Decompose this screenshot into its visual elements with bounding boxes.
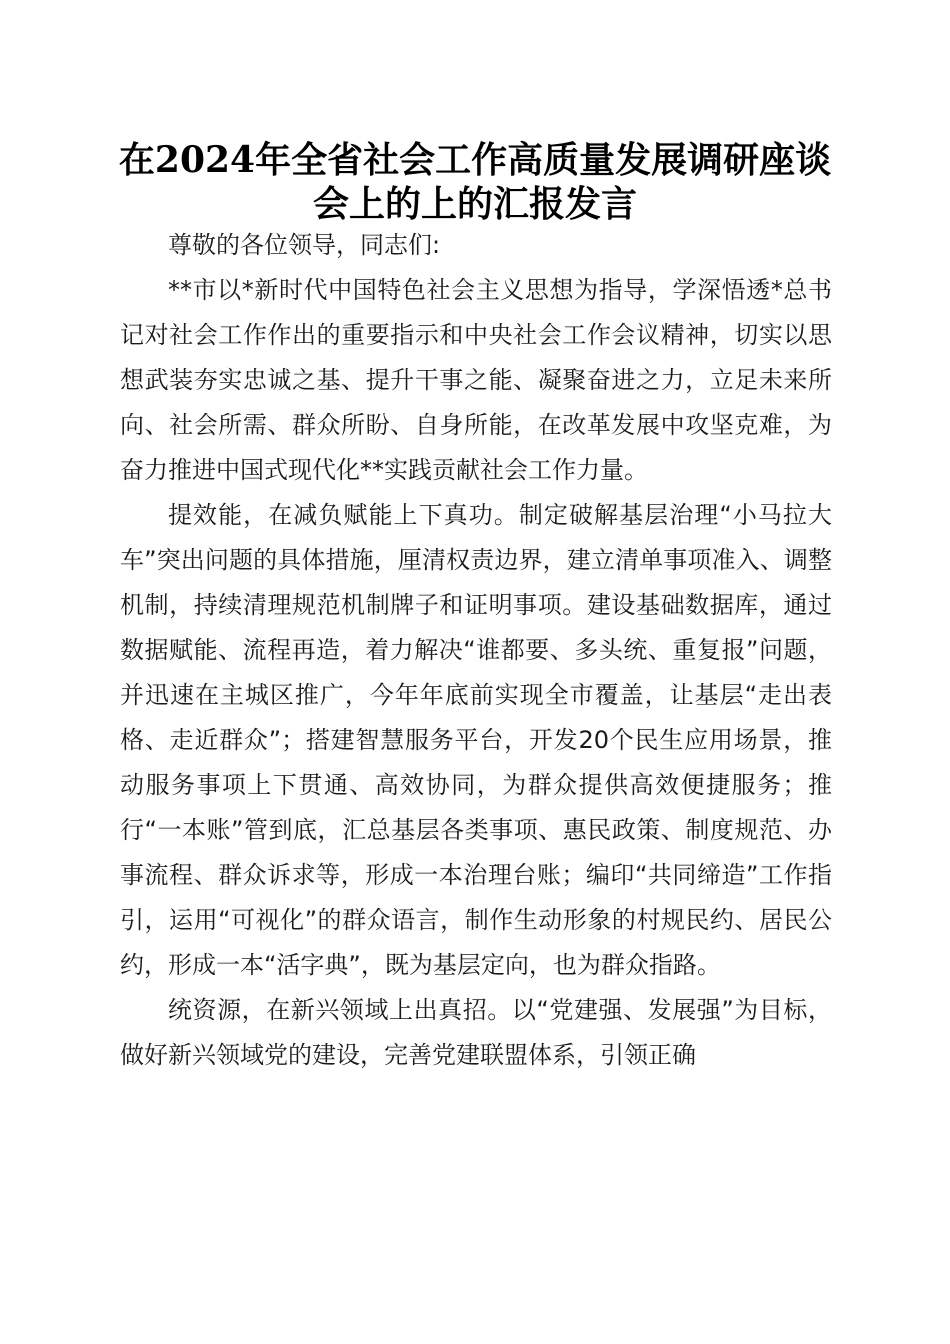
greeting: 尊敬的各位领导，同志们: bbox=[168, 231, 441, 259]
title-line-1: 在2024年全省社会工作高质量发展调研座谈 bbox=[118, 139, 832, 181]
document-body bbox=[120, 223, 832, 1078]
document-title bbox=[110, 138, 840, 226]
paragraph-efficiency: 提效能，在减负赋能上下真功。制定破解基层治理“小马拉大车”突出问题的具体措施，厘清权责边界，建立清单事项准入、调整机制，持续清理规范机制牌子和证明事项。建设基础数据库，通过数据赋能、流程再造，着力解决“谁都要、多头统、重复报”问题，并迅速在主城区推广，今年年底前实现全市覆盖，让基层“走出表格、走近群众”；搭建智慧服务平台，开发20个民生应用场景，推动服务事项上下贯通、高效协同，为群众提供高效便捷服务；推行“一本账”管到底，汇总基层各类事项、惠民政策、制度规范、办事流程、群众诉求等，形成一本治理台账；编印“共同缔造”工作指引，运用“可视化”的群众语言，制作生动形象的村规民约、居民公约，形成一本“活字典”，既为基层定向，也为群众指路。 bbox=[120, 501, 832, 979]
title-line-2: 会上的上的汇报发言 bbox=[312, 183, 637, 225]
paragraph-intro: **市以*新时代中国特色社会主义思想为指导，学深悟透*总书记对社会工作作出的重要指示和中央社会工作会议精神，切实以思想武装夯实忠诚之基、提升干事之能、凝聚奋进之力，立足未来所向、社会所需、群众所盼、自身所能，在改革发展中攻坚克难，为奋力推进中国式现代化**实践贡献社会工作力量。 bbox=[120, 276, 832, 484]
paragraph-resources: 统资源，在新兴领域上出真招。以“党建强、发展强”为目标，做好新兴领域党的建设，完善党建联盟体系，引领正确 bbox=[120, 996, 832, 1069]
